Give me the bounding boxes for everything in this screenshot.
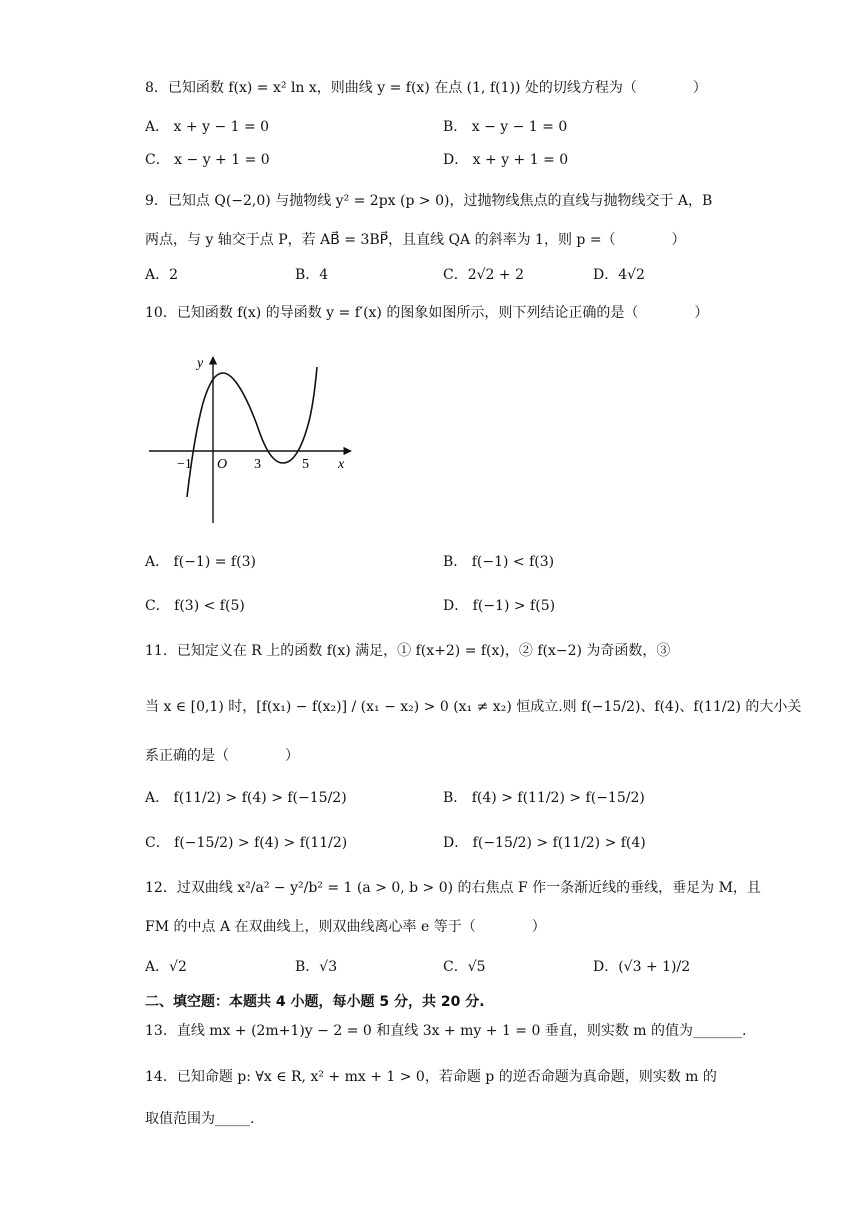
q12-option-a: A．√2	[145, 959, 187, 975]
derivative-graph	[145, 345, 360, 530]
q11-stem-line2: 当 x ∈ [0,1) 时，[f(x₁) − f(x₂)] / (x₁ − x₂) > 0 (x₁ ≠ x₂) 恒成立.则 f(−15/2)、f(4)、f(11/2) 的大小关	[145, 699, 802, 715]
q9-option-b: B．4	[295, 267, 329, 283]
q11-stem-line3: 系正确的是（ ）	[145, 748, 299, 764]
q11-option-d: D． f(−15/2) > f(11/2) > f(4)	[443, 835, 646, 851]
q9-option-c: C．2√2 + 2	[443, 267, 524, 283]
q10-option-b: B． f(−1) < f(3)	[443, 554, 555, 570]
section-heading-fill-in: 二、填空题：本题共 4 小题，每小题 5 分，共 20 分.	[145, 994, 485, 1010]
q9-stem-line2: 两点，与 y 轴交于点 P，若 AB⃗ = 3BP⃗，且直线 QA 的斜率为 1，则 p =（ ）	[145, 232, 686, 248]
q10-stem: 10．已知函数 f(x) 的导函数 y = f′(x) 的图象如图所示，则下列结论正确的是（ ）	[145, 305, 709, 321]
q9-option-a: A．2	[145, 267, 179, 283]
origin-label: O	[217, 457, 228, 472]
derivative-curve	[187, 367, 317, 497]
q8-option-c: C． x − y + 1 = 0	[145, 152, 270, 168]
q11-option-b: B． f(4) > f(11/2) > f(−15/2)	[443, 790, 645, 806]
y-axis-label: y	[197, 356, 204, 371]
q10-option-d: D． f(−1) > f(5)	[443, 598, 556, 614]
tick-label-3: 3	[254, 457, 261, 472]
q11-stem-line1: 11．已知定义在 R 上的函数 f(x) 满足，① f(x+2) = f(x)，② f(x−2) 为奇函数，③	[145, 643, 671, 659]
q8-stem: 8．已知函数 f(x) = x² ln x，则曲线 y = f(x) 在点 (1, f(1)) 处的切线方程为（ ）	[145, 80, 707, 96]
q14-stem-line1: 14．已知命题 p: ∀x ∈ R, x² + mx + 1 > 0，若命题 p 的逆否命题为真命题，则实数 m 的	[145, 1069, 717, 1085]
q10-option-a: A． f(−1) = f(3)	[145, 554, 256, 570]
tick-label-neg1: −1	[177, 457, 192, 472]
q12-stem-line1: 12．过双曲线 x²/a² − y²/b² = 1 (a > 0, b > 0) 的右焦点 F 作一条渐近线的垂线，垂足为 M，且	[145, 880, 761, 896]
q11-option-a: A． f(11/2) > f(4) > f(−15/2)	[145, 790, 347, 806]
q11-option-c: C． f(−15/2) > f(4) > f(11/2)	[145, 835, 348, 851]
q13-stem: 13．直线 mx + (2m+1)y − 2 = 0 和直线 3x + my + 1 = 0 垂直，则实数 m 的值为_______.	[145, 1023, 747, 1039]
q8-option-b: B． x − y − 1 = 0	[443, 119, 568, 135]
q12-option-d: D．(√3 + 1)/2	[593, 959, 691, 975]
q12-stem-line2: FM 的中点 A 在双曲线上，则双曲线离心率 e 等于（ ）	[145, 919, 546, 935]
q14-stem-line2: 取值范围为_____.	[145, 1111, 255, 1127]
q12-option-c: C．√5	[443, 959, 486, 975]
q10-option-c: C． f(3) < f(5)	[145, 598, 245, 614]
q8-option-a: A． x + y − 1 = 0	[145, 119, 270, 135]
q9-option-d: D．4√2	[593, 267, 645, 283]
q9-stem-line1: 9．已知点 Q(−2,0) 与抛物线 y² = 2px (p > 0)，过抛物线焦点的直线与抛物线交于 A，B	[145, 193, 713, 209]
x-axis-label: x	[338, 457, 345, 472]
q8-option-d: D． x + y + 1 = 0	[443, 152, 569, 168]
tick-label-5: 5	[302, 457, 309, 472]
q12-option-b: B．√3	[295, 959, 338, 975]
